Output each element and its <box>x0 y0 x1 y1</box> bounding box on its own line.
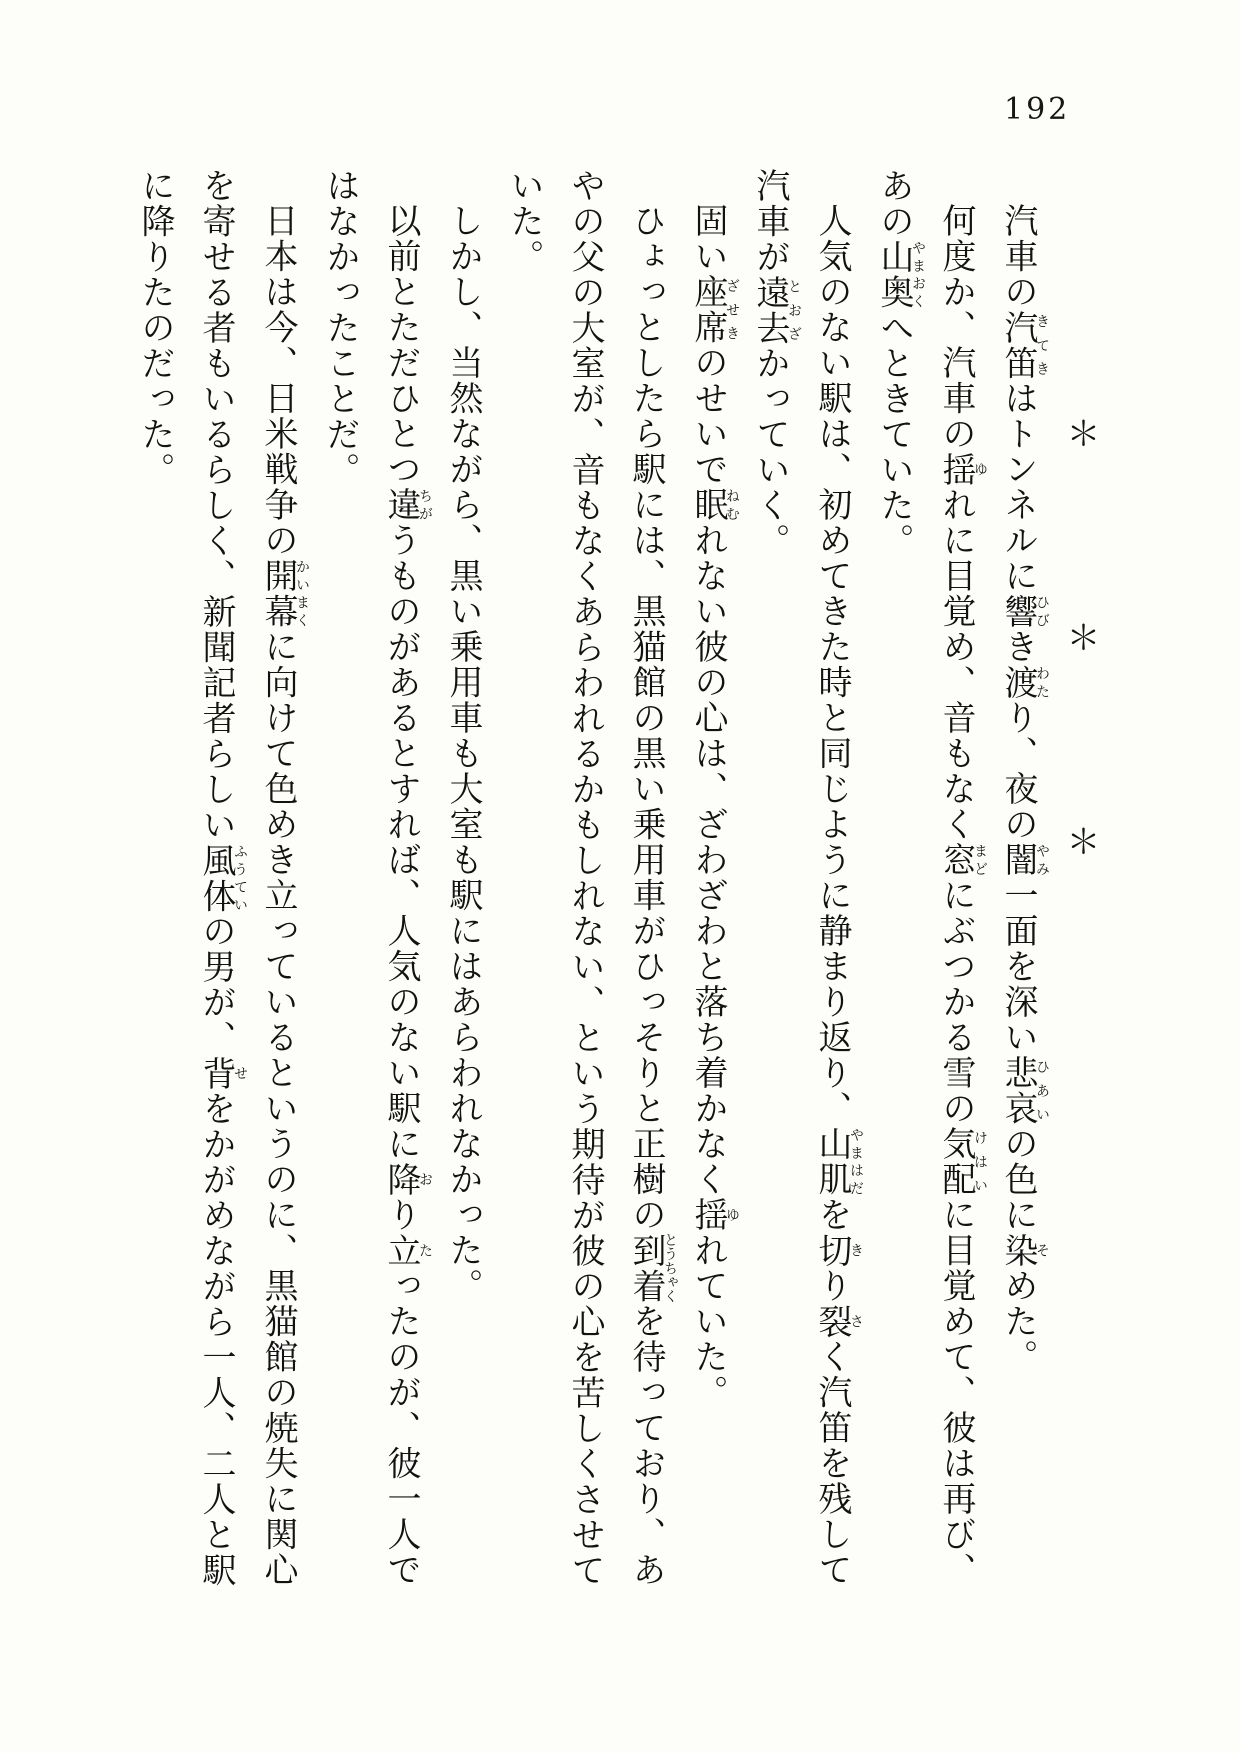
furigana: まど <box>972 842 988 878</box>
furigana: ざせき <box>724 274 740 345</box>
text-line <box>615 168 677 1598</box>
text-segment: にぶつかる雪の <box>936 877 976 1126</box>
text-segment: 固い <box>688 203 728 274</box>
text-line <box>185 168 247 1598</box>
ruby-segment: 降お <box>381 1161 433 1197</box>
ruby-segment: 座席ざせき <box>688 274 740 345</box>
text-segment: あの <box>874 168 914 239</box>
ruby-segment: 山肌やまはだ <box>812 1126 864 1197</box>
ruby-segment: 染そ <box>998 1232 1050 1268</box>
furigana: とうちゃく <box>662 1232 678 1304</box>
text-line <box>987 168 1049 1598</box>
text-segment: はなかったことだ。 <box>320 168 360 488</box>
ruby-segment: 汽笛きてき <box>998 309 1050 381</box>
text-segment: 汽車の <box>998 203 1038 310</box>
text-line <box>739 168 801 1598</box>
text-segment: 何度か、汽車の <box>936 203 976 452</box>
furigana: ねむ <box>724 487 740 523</box>
text-line <box>554 168 615 1598</box>
furigana: かいまく <box>294 558 310 629</box>
furigana: ふうてい <box>232 842 248 914</box>
furigana: ゆ <box>972 451 988 487</box>
ruby-segment: 風体ふうてい <box>196 842 248 914</box>
furigana: きてき <box>1034 309 1050 381</box>
text-segment: うものがあるとすれば、人気のない駅に <box>381 522 421 1162</box>
text-segment: へときていた。 <box>874 310 914 559</box>
ruby-segment: 響ひび <box>998 593 1050 629</box>
ruby-segment: 揺ゆ <box>936 451 988 487</box>
text-line <box>801 168 863 1598</box>
text-line <box>370 168 432 1598</box>
ruby-segment: 窓まど <box>936 842 988 878</box>
furigana: さ <box>848 1303 864 1339</box>
text-segment: 一面を深い <box>998 877 1038 1055</box>
text-line <box>677 168 739 1598</box>
text-segment: ＊ ＊ ＊ <box>1060 416 1100 858</box>
furigana: ひび <box>1034 593 1050 629</box>
text-segment: の男が、 <box>196 913 236 1056</box>
text-segment: しかし、当然ながら、黒い乗用車も大室も駅にはあらわれなかった。 <box>443 203 483 1304</box>
furigana: わた <box>1034 664 1050 700</box>
text-line <box>925 168 987 1598</box>
text-segment: き <box>998 629 1038 665</box>
text-segment: を <box>812 1197 852 1233</box>
text-segment: り、夜の <box>998 700 1038 842</box>
ruby-segment: 切き <box>812 1232 864 1268</box>
text-segment: いた。 <box>504 168 544 275</box>
ruby-segment: 気配けはい <box>936 1126 988 1197</box>
text-segment: り <box>381 1197 421 1233</box>
vertical-text-block <box>124 168 1110 1598</box>
text-segment: 以前とただひとつ <box>381 203 421 487</box>
ruby-segment: 眠ねむ <box>688 487 740 523</box>
text-segment: 日本は今、日米戦争の <box>258 203 298 558</box>
text-segment: のせいで <box>688 345 728 487</box>
text-segment: れない彼の心は、ざわざわと落ち着かなく <box>688 522 728 1197</box>
ruby-segment: 背せ <box>196 1055 248 1091</box>
text-line <box>863 168 925 1598</box>
text-line <box>432 168 493 1598</box>
furigana: ひあい <box>1034 1055 1050 1126</box>
text-segment: く汽笛を残して <box>812 1339 852 1588</box>
text-segment: ひょっとしたら駅には、黒猫館の黒い乗用車がひっそりと正樹の <box>626 203 666 1233</box>
ruby-segment: 渡わた <box>998 664 1050 700</box>
furigana: とおざ <box>786 274 802 346</box>
furigana: やまおく <box>910 239 926 310</box>
furigana: き <box>848 1232 864 1268</box>
text-line <box>124 168 185 1598</box>
ruby-segment: 揺ゆ <box>688 1197 740 1233</box>
ruby-segment: 到着とうちゃく <box>626 1232 678 1304</box>
ruby-segment: 山奥やまおく <box>874 239 926 310</box>
furigana: お <box>417 1161 433 1197</box>
text-segment: はトンネルに <box>998 380 1038 594</box>
page-number: 192 <box>1004 92 1071 127</box>
text-line <box>309 168 370 1598</box>
section-separator <box>1049 168 1110 1598</box>
ruby-segment: 立た <box>381 1232 433 1268</box>
text-segment: めた。 <box>998 1268 1038 1375</box>
text-segment: れに目覚め、音もなく <box>936 487 976 842</box>
text-segment: を待っており、あ <box>626 1303 666 1588</box>
text-segment: かっていく。 <box>750 345 790 559</box>
text-segment: れていた。 <box>688 1232 728 1410</box>
furigana: ちが <box>417 487 433 523</box>
ruby-segment: 開幕かいまく <box>258 558 310 629</box>
furigana: そ <box>1034 1232 1050 1268</box>
text-segment: に降りたのだった。 <box>135 168 175 488</box>
text-segment: に目覚めて、彼は再び、 <box>936 1197 976 1588</box>
ruby-segment: 違ちが <box>381 487 433 523</box>
furigana: ゆ <box>724 1197 740 1233</box>
furigana: せ <box>232 1055 248 1091</box>
ruby-segment: 悲哀ひあい <box>998 1055 1050 1126</box>
furigana: やみ <box>1034 842 1050 878</box>
ruby-segment: 闇やみ <box>998 842 1050 878</box>
furigana: た <box>417 1232 433 1268</box>
ruby-segment: 遠去とおざ <box>750 274 802 346</box>
text-segment: り <box>812 1268 852 1304</box>
text-line <box>247 168 309 1598</box>
text-line <box>493 168 554 1598</box>
ruby-segment: 裂さ <box>812 1303 864 1339</box>
text-segment: 汽車が <box>750 168 790 275</box>
text-segment: の色に <box>998 1126 1038 1233</box>
text-segment: やの父の大室が、音もなくあらわれるかもしれない、という期待が彼の心を苦しくさせて <box>565 168 605 1588</box>
text-segment: を寄せる者もいるらしく、新聞記者らしい <box>196 168 236 843</box>
furigana: けはい <box>972 1126 988 1197</box>
text-segment: に向けて色めき立っているというのに、黒猫館の焼失に関心 <box>258 629 298 1588</box>
text-segment: をかがめながら一人、二人と駅 <box>196 1091 236 1588</box>
text-segment: 人気のない駅は、初めてきた時と同じように静まり返り、 <box>812 203 852 1126</box>
furigana: やまはだ <box>848 1126 864 1197</box>
text-segment: ったのが、彼一人で <box>381 1268 421 1588</box>
